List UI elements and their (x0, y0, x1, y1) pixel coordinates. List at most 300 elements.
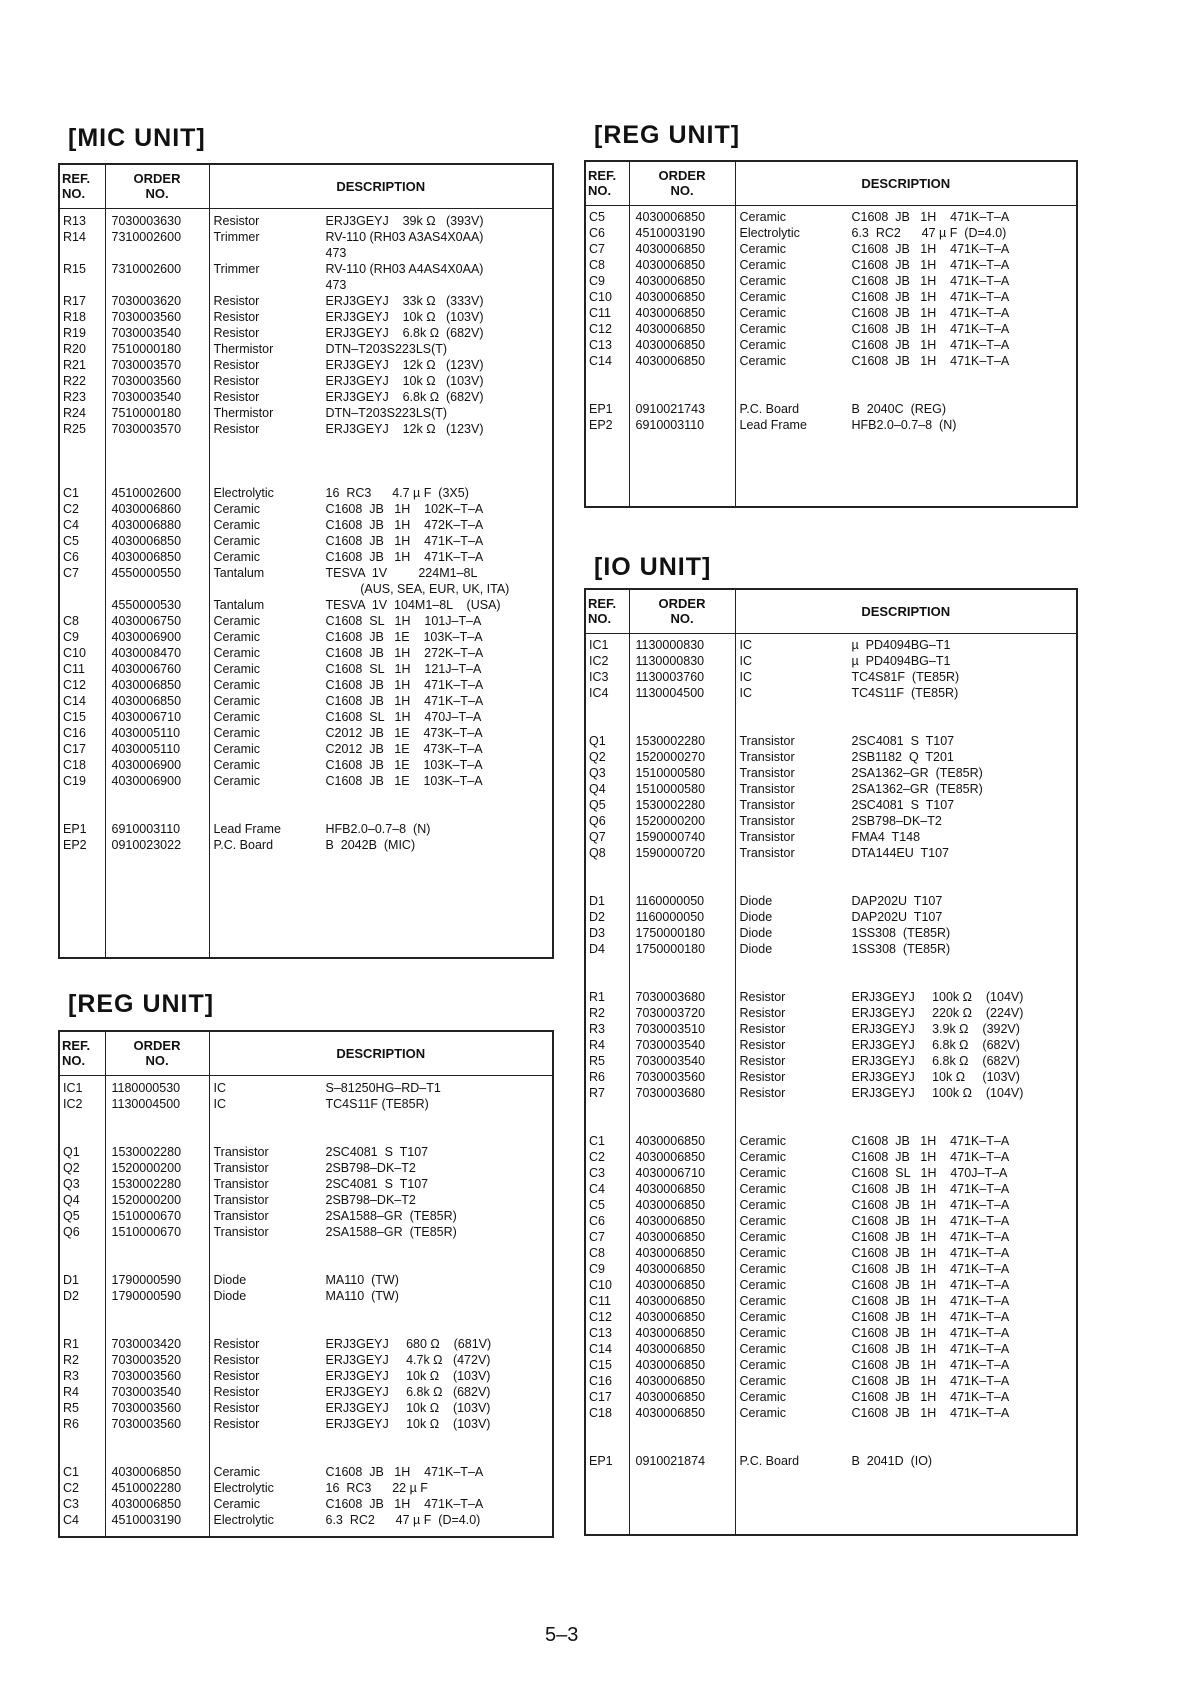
part-type: Resistor (213, 357, 260, 372)
part-spec: TESVA 1V 104M1–8L (USA) (325, 597, 501, 612)
part-type: Ceramic (213, 549, 261, 564)
part-spec: 2SA1588–GR (TE85R) (325, 1208, 457, 1223)
ref-no-cell (60, 1304, 105, 1320)
order-no-cell: 7030003520 (111, 1352, 182, 1367)
order-no-cell: 1790000590 (111, 1288, 182, 1303)
part-spec: ERJ3GEYJ 100k Ω (104V) (851, 1085, 1024, 1100)
ref-no-cell: R6 (63, 1416, 79, 1431)
part-spec: C1608 JB 1H 471K–T–A (851, 1149, 1010, 1164)
part-type: Transistor (213, 1224, 269, 1239)
description-cell (736, 685, 1077, 701)
description-cell (736, 749, 1077, 765)
description-cell (736, 1341, 1077, 1357)
ref-no-cell (586, 385, 629, 401)
description-cell (210, 261, 553, 277)
order-no-cell: 4030006850 (635, 289, 706, 304)
part-type: Ceramic (739, 209, 787, 224)
description-cell (736, 781, 1077, 797)
description-cell (736, 1053, 1077, 1069)
part-spec: C1608 JB 1H 471K–T–A (851, 305, 1010, 320)
ref-no-cell: C3 (589, 1165, 605, 1180)
ref-no-cell: C8 (63, 613, 79, 628)
description-cell (210, 709, 553, 725)
ref-no-cell: C11 (589, 1293, 612, 1308)
order-no-cell: 4030006850 (635, 241, 706, 256)
part-spec: ERJ3GEYJ 10k Ω (103V) (325, 373, 484, 388)
part-type: Tantalum (213, 597, 265, 612)
part-type: Ceramic (739, 1309, 787, 1324)
ref-no-cell (60, 1320, 105, 1336)
order-no-cell (630, 385, 735, 401)
mic-unit-table (58, 163, 554, 959)
part-spec: C1608 JB 1H 471K–T–A (851, 1213, 1010, 1228)
description-cell (210, 229, 553, 245)
ref-no-cell: C12 (589, 321, 612, 336)
part-type: Resistor (739, 1005, 786, 1020)
order-no-cell: 7030003570 (111, 357, 182, 372)
order-no-cell: 4030006850 (111, 533, 182, 548)
description-cell (736, 1165, 1077, 1181)
part-spec: 2SC4081 S T107 (325, 1176, 429, 1191)
part-spec: TC4S11F (TE85R) (851, 685, 959, 700)
ref-no-cell (60, 1256, 105, 1272)
description-cell (736, 1117, 1077, 1133)
description-cell (210, 645, 553, 661)
description-cell (736, 1101, 1077, 1117)
part-type: Ceramic (213, 677, 261, 692)
part-spec: C1608 SL 1H 101J–T–A (325, 613, 482, 628)
order-no-column (629, 205, 735, 507)
part-spec: C1608 JB 1H 471K–T–A (851, 1245, 1010, 1260)
description-cell (210, 1080, 553, 1096)
description-cell (210, 1272, 553, 1288)
ref-no-cell: R25 (63, 421, 86, 436)
order-no-cell (630, 1101, 735, 1117)
part-type: Resistor (739, 1037, 786, 1052)
part-type: Lead Frame (739, 417, 807, 432)
part-type: Ceramic (739, 241, 787, 256)
order-no-cell: 4030006850 (635, 1149, 706, 1164)
part-spec: C1608 JB 1H 471K–T–A (851, 209, 1010, 224)
description-cell (210, 277, 553, 293)
part-type: Ceramic (213, 725, 261, 740)
description-cell (736, 893, 1077, 909)
part-spec: C1608 JB 1H 471K–T–A (851, 1389, 1010, 1404)
part-type: Diode (739, 909, 773, 924)
ref-no-cell: C10 (63, 645, 86, 660)
description-cell (210, 1224, 553, 1240)
ref-no-header: REF. NO. (585, 161, 629, 205)
part-type: Ceramic (213, 629, 261, 644)
description-cell (210, 757, 553, 773)
order-no-cell: 4030006850 (635, 1229, 706, 1244)
order-no-header: ORDER NO. (105, 1031, 209, 1075)
ref-no-cell (60, 245, 105, 261)
description-cell (210, 453, 553, 469)
ref-no-cell: Q5 (63, 1208, 80, 1223)
part-type: Ceramic (739, 1341, 787, 1356)
description-cell (736, 1149, 1077, 1165)
part-spec: 2SA1362–GR (TE85R) (851, 765, 983, 780)
order-no-cell: 7030003560 (111, 1400, 182, 1415)
ref-no-cell: R3 (63, 1368, 79, 1383)
description-cell (736, 401, 1077, 417)
part-type: Diode (739, 941, 773, 956)
order-no-cell: 4030006880 (111, 517, 182, 532)
ref-no-cell: C16 (63, 725, 86, 740)
ref-no-cell (586, 861, 629, 877)
description-cell (210, 1416, 553, 1432)
description-cell (210, 373, 553, 389)
description-cell (736, 973, 1077, 989)
ref-no-cell: D1 (589, 893, 605, 908)
description-cell (736, 669, 1077, 685)
part-spec: ERJ3GEYJ 3.9k Ω (392V) (851, 1021, 1020, 1036)
part-type: Transistor (739, 733, 795, 748)
order-no-cell: 4030006850 (635, 1309, 706, 1324)
description-cell (210, 293, 553, 309)
part-spec: 16 RC3 4.7 µ F (3X5) (325, 485, 469, 500)
order-no-cell: 4030006850 (111, 693, 182, 708)
description-cell (210, 1096, 553, 1112)
order-no-cell: 4030006750 (111, 613, 182, 628)
part-spec: C1608 JB 1H 471K–T–A (851, 1373, 1010, 1388)
ref-no-cell: Q6 (63, 1224, 80, 1239)
ref-no-cell: R20 (63, 341, 86, 356)
part-spec: 2SA1362–GR (TE85R) (851, 781, 983, 796)
order-no-cell: 7310002600 (111, 261, 182, 276)
part-spec: C1608 JB 1H 471K–T–A (325, 693, 484, 708)
description-cell (736, 241, 1077, 257)
part-type: Ceramic (739, 321, 787, 336)
order-no-cell: 7030003540 (111, 389, 182, 404)
ref-no-cell: C1 (63, 1464, 79, 1479)
order-no-cell: 4030006850 (635, 1245, 706, 1260)
order-no-cell: 1130003760 (635, 669, 705, 684)
order-no-header: ORDER NO. (629, 589, 735, 633)
description-cell (210, 789, 553, 805)
ref-no-cell: C5 (63, 533, 79, 548)
order-no-cell: 1790000590 (111, 1272, 182, 1287)
order-no-cell: 7510000180 (111, 341, 182, 356)
part-spec: C1608 JB 1H 471K–T–A (851, 321, 1010, 336)
part-type: Resistor (739, 1053, 786, 1068)
order-no-cell: 4030006850 (635, 1277, 706, 1292)
ref-no-cell: R5 (589, 1053, 605, 1068)
io-unit-title: [IO UNIT] (594, 553, 712, 581)
page-number: 5–3 (545, 1624, 579, 1646)
order-no-header: ORDER NO. (105, 164, 209, 208)
part-type: Ceramic (739, 1229, 787, 1244)
ref-no-cell: C14 (63, 693, 86, 708)
description-cell (736, 989, 1077, 1005)
order-no-cell (106, 1448, 209, 1464)
description-cell (736, 1405, 1077, 1421)
order-no-cell: 1130000830 (635, 653, 705, 668)
part-type: Ceramic (213, 517, 261, 532)
ref-no-header: REF. NO. (585, 589, 629, 633)
description-header: DESCRIPTION (209, 164, 553, 208)
part-type: Ceramic (739, 273, 787, 288)
ref-no-cell (60, 453, 105, 469)
part-spec: FMA4 T148 (851, 829, 921, 844)
part-spec: C1608 JB 1H 471K–T–A (851, 1341, 1010, 1356)
part-type: Ceramic (739, 1245, 787, 1260)
order-no-cell: 1510000670 (111, 1224, 182, 1239)
part-spec: TC4S11F (TE85R) (325, 1096, 429, 1111)
description-cell (736, 1245, 1077, 1261)
order-no-cell: 4030006850 (635, 1341, 706, 1356)
part-spec: C1608 JB 1H 471K–T–A (851, 1309, 1010, 1324)
ref-no-cell: R3 (589, 1021, 605, 1036)
part-type: Ceramic (213, 1464, 261, 1479)
description-cell (210, 1128, 553, 1144)
part-type: Ceramic (213, 533, 261, 548)
ref-no-header: REF. NO. (59, 164, 105, 208)
part-spec: MA110 (TW) (325, 1272, 399, 1287)
order-no-cell: 4030006850 (635, 1181, 706, 1196)
order-no-cell: 4030006850 (635, 1373, 706, 1388)
part-spec: DTN–T203S223LS(T) (325, 341, 448, 356)
order-no-cell (106, 581, 209, 597)
part-spec: C1608 SL 1H 470J–T–A (851, 1165, 1008, 1180)
order-no-cell: 4030006850 (111, 677, 182, 692)
order-no-cell: 7030003420 (111, 1336, 182, 1351)
part-spec: C1608 JB 1H 471K–T–A (325, 1496, 484, 1511)
ref-no-cell: C9 (63, 629, 79, 644)
order-no-cell: 4030006850 (635, 273, 706, 288)
part-type: Diode (213, 1272, 247, 1287)
order-no-cell: 7030003570 (111, 421, 182, 436)
description-cell (736, 925, 1077, 941)
order-no-cell: 4030006850 (635, 321, 706, 336)
part-spec: C1608 SL 1H 470J–T–A (325, 709, 482, 724)
part-type: Ceramic (213, 693, 261, 708)
order-no-cell (106, 1128, 209, 1144)
ref-no-cell: C8 (589, 1245, 605, 1260)
description-cell (736, 1421, 1077, 1437)
order-no-cell (630, 877, 735, 893)
ref-no-cell: R5 (63, 1400, 79, 1415)
order-no-cell (106, 1432, 209, 1448)
ref-no-cell (586, 957, 629, 973)
description-cell (210, 549, 553, 565)
ref-no-cell: C6 (589, 225, 605, 240)
ref-no-cell: C13 (589, 1325, 612, 1340)
part-spec: C2012 JB 1E 473K–T–A (325, 741, 483, 756)
order-no-cell: 7030003540 (111, 1384, 182, 1399)
order-no-cell: 7030003680 (635, 1085, 706, 1100)
description-cell (210, 693, 553, 709)
description-column (735, 205, 1077, 507)
order-no-cell (106, 789, 209, 805)
order-no-cell (106, 805, 209, 821)
order-no-cell (106, 1320, 209, 1336)
ref-no-cell: R24 (63, 405, 86, 420)
part-type: Ceramic (213, 773, 261, 788)
part-type: Ceramic (213, 613, 261, 628)
part-spec: C1608 JB 1H 471K–T–A (851, 1261, 1010, 1276)
order-no-cell: 4030006860 (111, 501, 182, 516)
ref-no-cell: D1 (63, 1272, 79, 1287)
description-cell (210, 1352, 553, 1368)
order-no-cell (630, 1117, 735, 1133)
ref-no-cell: IC3 (589, 669, 609, 684)
part-spec: 6.3 RC2 47 µ F (D=4.0) (851, 225, 1007, 240)
order-no-cell: 4030006850 (635, 1213, 706, 1228)
description-cell (736, 225, 1077, 241)
description-cell (736, 1021, 1077, 1037)
part-spec: µ PD4094BG–T1 (851, 653, 951, 668)
part-type: Diode (739, 893, 773, 908)
ref-no-cell: R2 (63, 1352, 79, 1367)
ref-no-cell: C14 (589, 1341, 612, 1356)
reg-unit-upper-title: [REG UNIT] (594, 121, 741, 149)
order-no-cell: 4030006850 (635, 1405, 706, 1420)
description-cell (736, 701, 1077, 717)
description-cell (210, 1336, 553, 1352)
order-no-cell: 4030006850 (635, 305, 706, 320)
description-cell (736, 1085, 1077, 1101)
order-no-cell (630, 717, 735, 733)
part-type: Ceramic (213, 661, 261, 676)
description-cell (210, 1288, 553, 1304)
description-header: DESCRIPTION (209, 1031, 553, 1075)
description-cell (736, 797, 1077, 813)
ref-no-cell: D2 (589, 909, 605, 924)
part-spec: C1608 JB 1H 471K–T–A (851, 241, 1010, 256)
ref-no-column (585, 633, 629, 1535)
order-no-cell: 4030006850 (635, 1357, 706, 1372)
part-spec: ERJ3GEYJ 6.8k Ω (682V) (325, 389, 484, 404)
ref-no-cell: Q1 (589, 733, 606, 748)
description-cell (736, 1037, 1077, 1053)
order-no-cell: 1520000270 (635, 749, 706, 764)
description-cell (210, 565, 553, 581)
description-cell (736, 1213, 1077, 1229)
order-no-cell: 4030006850 (635, 337, 706, 352)
order-no-cell: 1130004500 (111, 1096, 181, 1111)
order-no-cell: 0910023022 (111, 837, 182, 852)
part-type: Resistor (213, 1352, 260, 1367)
order-no-cell: 4030006850 (635, 1325, 706, 1340)
description-cell (210, 357, 553, 373)
ref-no-column (585, 205, 629, 507)
description-cell (736, 957, 1077, 973)
ref-no-cell: Q3 (63, 1176, 80, 1191)
part-spec: 2SB798–DK–T2 (851, 813, 942, 828)
part-spec: 2SB798–DK–T2 (325, 1160, 416, 1175)
io-unit-table (584, 588, 1078, 1536)
ref-no-cell: C1 (63, 485, 79, 500)
description-cell (736, 1453, 1077, 1469)
order-no-cell: 1750000180 (635, 925, 706, 940)
description-cell (210, 421, 553, 437)
description-cell (736, 845, 1077, 861)
part-spec: C1608 JB 1E 103K–T–A (325, 773, 483, 788)
order-no-cell: 4030006850 (635, 209, 706, 224)
order-no-cell: 7030003560 (111, 1368, 182, 1383)
part-type: IC (739, 669, 752, 684)
part-spec: 2SB1182 Q T201 (851, 749, 954, 764)
part-type: Resistor (739, 989, 786, 1004)
description-cell (210, 437, 553, 453)
ref-no-cell: C15 (589, 1357, 612, 1372)
part-type: Transistor (739, 781, 795, 796)
order-no-cell: 1180000530 (111, 1080, 181, 1095)
description-cell (210, 1304, 553, 1320)
order-no-cell: 4030006710 (111, 709, 182, 724)
description-cell (736, 273, 1077, 289)
order-no-cell: 7030003560 (111, 373, 182, 388)
reg-unit-lower-table (58, 1030, 554, 1538)
part-type: Ceramic (213, 757, 261, 772)
description-cell (210, 597, 553, 613)
description-cell (210, 213, 553, 229)
part-spec: ERJ3GEYJ 4.7k Ω (472V) (325, 1352, 491, 1367)
order-no-cell: 7030003540 (635, 1037, 706, 1052)
description-cell (736, 1197, 1077, 1213)
part-type: Ceramic (213, 501, 261, 516)
description-cell (736, 813, 1077, 829)
description-cell (210, 469, 553, 485)
order-no-cell (630, 701, 735, 717)
description-cell (736, 369, 1077, 385)
description-cell (736, 1069, 1077, 1085)
part-type: Transistor (739, 797, 795, 812)
ref-no-cell: C15 (63, 709, 86, 724)
description-cell (736, 209, 1077, 225)
part-type: Electrolytic (213, 485, 274, 500)
ref-no-cell: R17 (63, 293, 86, 308)
order-no-cell: 4030006850 (635, 1389, 706, 1404)
part-spec: C1608 JB 1E 103K–T–A (325, 629, 483, 644)
part-spec: ERJ3GEYJ 6.8k Ω (682V) (851, 1053, 1020, 1068)
description-header: DESCRIPTION (735, 589, 1077, 633)
ref-no-cell: C7 (589, 241, 605, 256)
ref-no-cell: D4 (589, 941, 605, 956)
mic-unit-title: [MIC UNIT] (68, 124, 206, 152)
order-no-cell (106, 437, 209, 453)
part-spec: C1608 JB 1H 471K–T–A (851, 1133, 1010, 1148)
description-cell (210, 485, 553, 501)
part-spec: RV-110 (RH03 A3AS4X0AA) (325, 229, 484, 244)
description-cell (210, 629, 553, 645)
description-cell (210, 325, 553, 341)
order-no-cell: 4030006850 (635, 1293, 706, 1308)
order-no-cell (106, 245, 209, 261)
part-type: Ceramic (213, 741, 261, 756)
order-no-header: ORDER NO. (629, 161, 735, 205)
order-no-cell: 1130004500 (635, 685, 705, 700)
part-type: Resistor (739, 1069, 786, 1084)
description-cell (736, 1277, 1077, 1293)
part-spec: C1608 JB 1H 471K–T–A (851, 1325, 1010, 1340)
ref-no-cell (586, 1421, 629, 1437)
part-type: Resistor (739, 1021, 786, 1036)
part-type: Resistor (739, 1085, 786, 1100)
ref-no-cell: R18 (63, 309, 86, 324)
ref-no-cell: C11 (589, 305, 612, 320)
order-no-cell: 7030003510 (635, 1021, 706, 1036)
order-no-cell: 7030003620 (111, 293, 182, 308)
order-no-cell (106, 453, 209, 469)
ref-no-cell (60, 805, 105, 821)
ref-no-cell: C2 (589, 1149, 605, 1164)
part-type: Trimmer (213, 229, 260, 244)
description-cell (736, 1309, 1077, 1325)
order-no-cell: 4030006850 (111, 1464, 182, 1479)
